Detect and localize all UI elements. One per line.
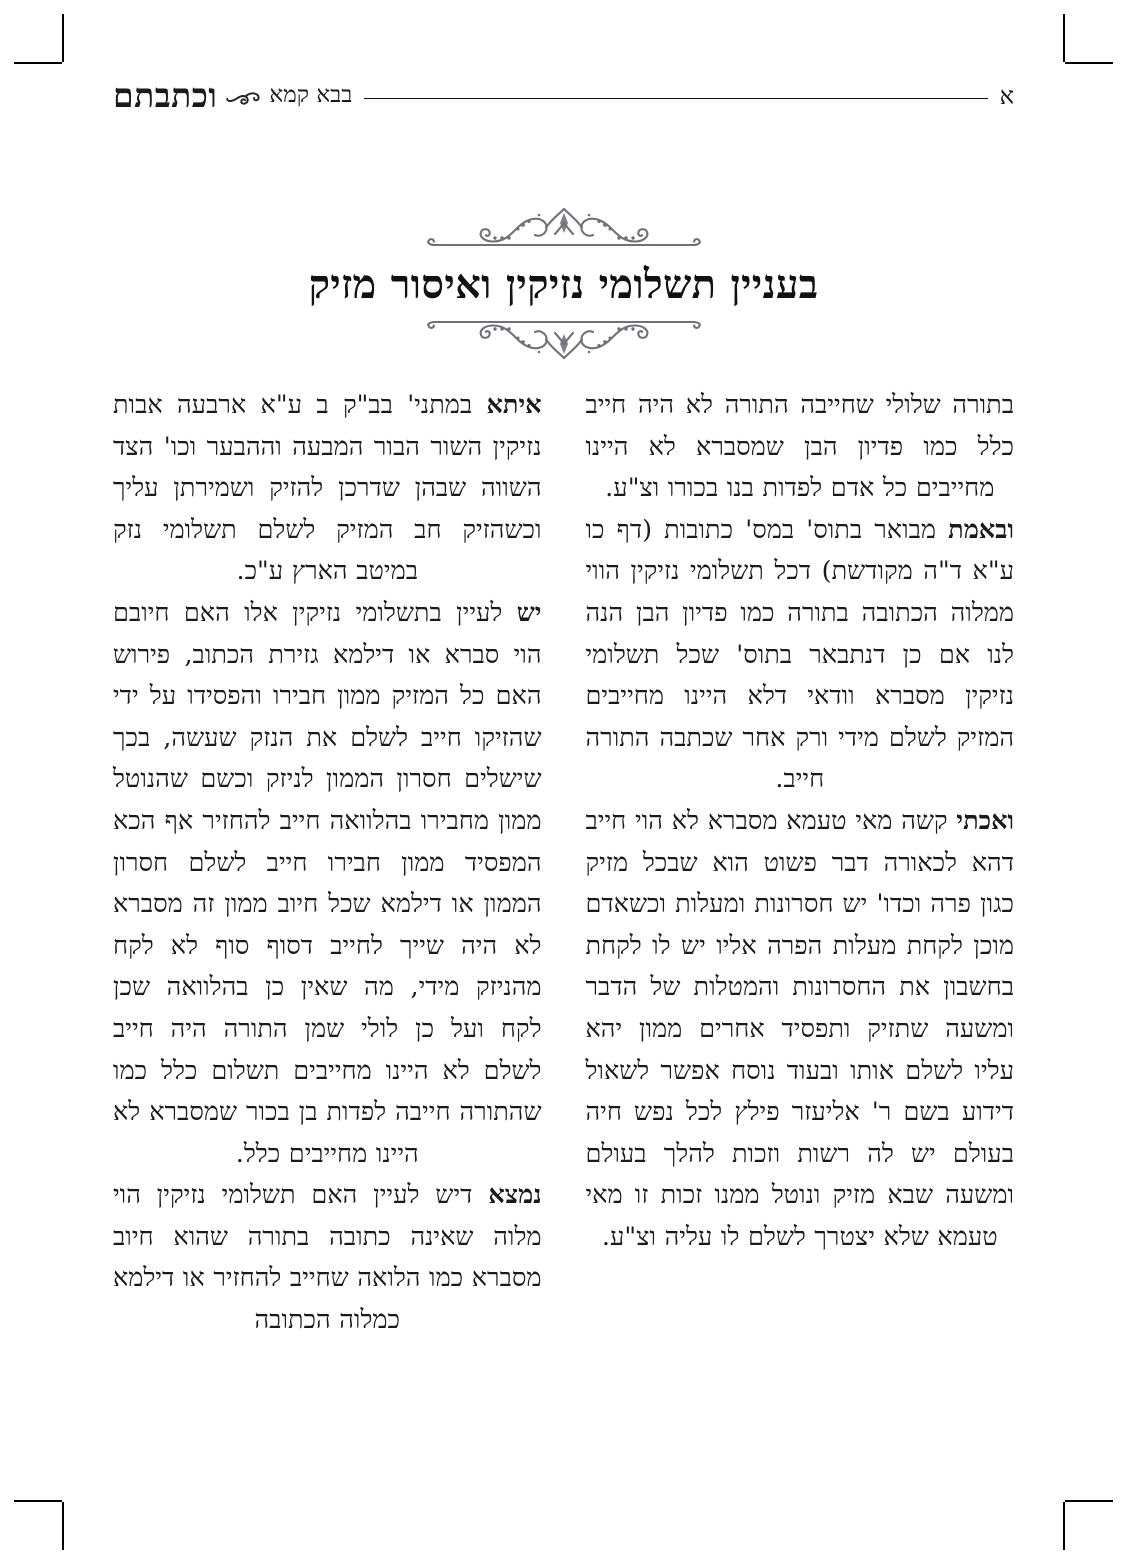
paragraph: [113, 385, 542, 593]
paragraph: [586, 801, 1015, 1259]
paragraph-lead-word: ואכתי: [956, 805, 1014, 836]
body-columns: [113, 385, 1014, 1468]
paragraph-text: דיש לעיין האם תשלומי נזיקין הוי מלוה שאינה כתובה בתורה שהוא חיוב מסברא כמו הלואה שחייב להחזיר או דילמא כמלוה הכתובה: [112, 1180, 542, 1336]
paragraph: [113, 1175, 542, 1341]
paragraph-text: בתורה שלולי שחייבה התורה לא היה חייב כלל כמו פדיון הבן שמסברא לא היינו מחייבים כל אדם לפדות בנו בכורו וצ"ע.: [585, 390, 1014, 504]
flourish-divider-icon-bottom: [0, 310, 1127, 362]
paragraph-lead-word: יש: [516, 597, 542, 628]
paragraph: [113, 593, 542, 1175]
paragraph-text: קשה מאי טעמא מסברא לא הוי חייב דהא לכאורה דבר פשוט הוא שבכל מזיק כגון פרה וכדו' יש חסרונות ומעלות וכשאדם מוכן לקחת מעלות הפרה אליו יש לו לקחת בחשבון את החסרונות והמטלות של הדבר ומשעה שתזיק ותפסיד אחרים ממון יהא עליו לשלם אותו ובעוד נוסח אפשר לשאול דידוע בשם ר' אליעזר פילץ לכל נפש חיה בעולם יש לה רשות וזכות להלך בעולם ומשעה שבא מזיק ונוטל ממנו זכות זו מאי טעמא שלא יצטרך לשלם לו עליה וצ"ע.: [585, 805, 1014, 1252]
header-rule: [364, 98, 987, 99]
crop-mark-top-left: [14, 14, 76, 76]
paragraph: [586, 510, 1015, 801]
paragraph-lead-word: נמצא: [488, 1180, 542, 1211]
paragraph-lead-word: איתא: [486, 390, 542, 420]
tractate-name: בבא קמא: [269, 82, 353, 108]
crop-mark-bottom-right: [1051, 1488, 1113, 1550]
page-title: בעניין תשלומי נזיקין ואיסור מזיק: [308, 261, 819, 308]
column-right: [113, 385, 542, 1468]
title-block: [0, 205, 1127, 362]
crop-mark-top-right: [1051, 14, 1113, 76]
paragraph-text: מבואר בתוס' במס' כתובות (דף כו ע"א ד"ה מקודשת) דכל תשלומי נזיקין הווי ממלוה הכתובה בתורה כמו פדיון הבן הנה לנו אם כן דנתבאר בתוס' שכל תשלומי נזיקין מסברא וודאי דלא היינו מחייבים המזיק לשלם מידי ורק אחר שכתבה התורה חייב.: [585, 514, 1014, 795]
running-head: [113, 74, 1014, 120]
paragraph-text: לעיין בתשלומי נזיקין אלו האם חיובם הוי סברא או דילמא גזירת הכתוב, פירוש האם כל המזיק ממון חבירו והפסידו על ידי שהזיקו חייב לשלם את הנזק שעשה, בכך שישלים חסרון הממון לניזק וכשם שהנוטל ממון מחבירו בהלוואה חייב להחזיר אף הכא המפסיד ממון חבירו חייב לשלם חסרון הממון או דילמא שכל חיוב ממון זה מסברא לא היה שייך לחייב דסוף סוף לא לקח מהניזק מידי, מה שאין כן בהלוואה שכן לקח ועל כן לולי שמן התורה היה חייב לשלם לא היינו מחייבים תשלום כלל כמו שהתורה חייבה לפדות בן בכור שמסברא לא היינו מחייבים כלל.: [113, 597, 542, 1169]
paragraph-lead-word: ובאמת: [948, 514, 1014, 545]
column-left: [586, 385, 1015, 1468]
swirl-ornament-icon: [226, 85, 260, 109]
book-title: וכתבתם: [113, 75, 218, 115]
flourish-divider-icon-top: [0, 205, 1127, 257]
paragraph-text: במתני' בב"ק ב ע"א ארבעה אבות נזיקין השור הבור המבעה וההבער וכו' הצד השווה שבהן שדרכן להזיק ושמירתן עליך וכשהזיק חב המזיק לשלם תשלומי נזק במיטב הארץ ע"כ.: [113, 390, 542, 587]
crop-mark-bottom-left: [14, 1488, 76, 1550]
folio-number: א: [999, 82, 1014, 110]
paragraph: [586, 385, 1015, 510]
